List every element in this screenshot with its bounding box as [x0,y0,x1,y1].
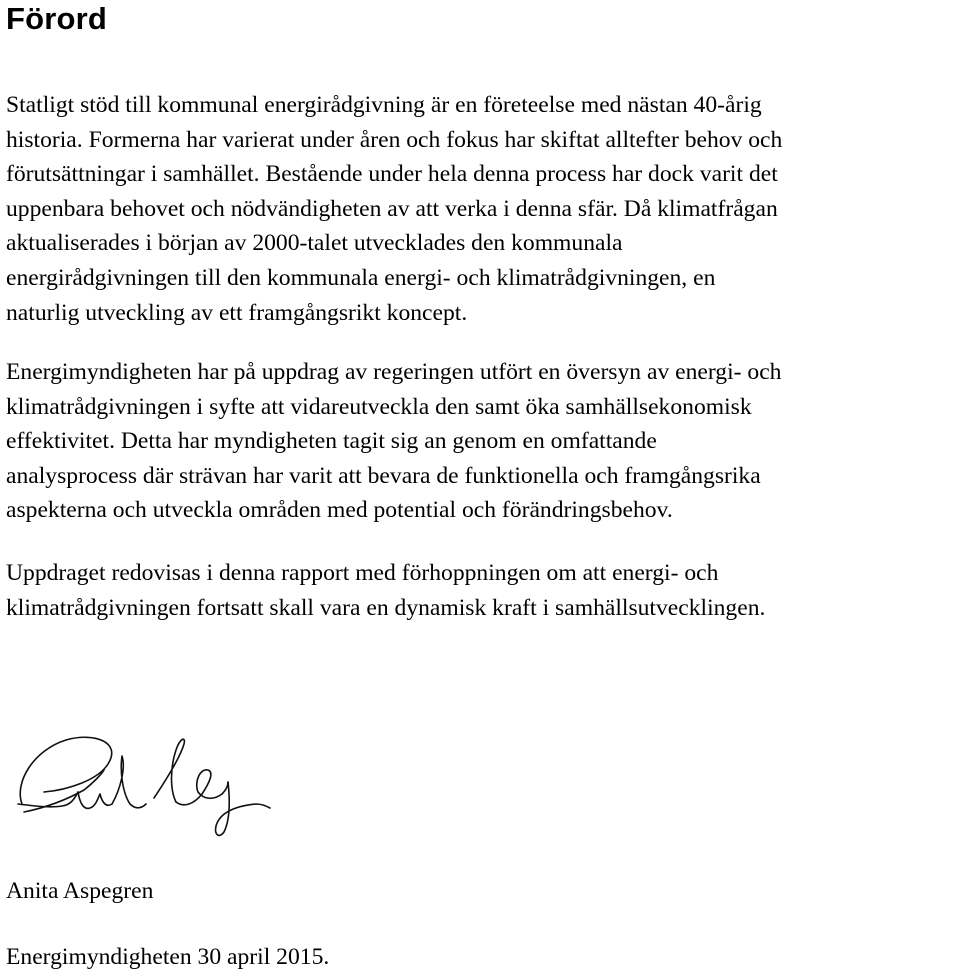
text-line: klimatrådgivningen i syfte att vidareutveckla den samt öka samhällsekonomisk [6,393,752,420]
text-line: aspekterna och utveckla områden med potential och förändringsbehov. [6,497,673,524]
text-line: förutsättningar i samhället. Bestående under hela denna process har dock varit det [6,161,778,188]
signer-name: Anita Aspegren [6,878,154,904]
text-line: Uppdraget redovisas i denna rapport med förhoppningen om att energi- och [6,560,719,586]
paragraph-intro [6,88,956,330]
text-line: naturlig utveckling av ett framgångsrikt koncept. [6,299,468,326]
text-line: aktualiserades i början av 2000-talet utvecklades den kommunala [6,230,623,257]
text-line: uppenbara behovet och nödvändigheten av att verka i denna sfär. Då klimatfrågan [6,195,778,222]
text-line: Energimyndigheten har på uppdrag av regeringen utfört en översyn av energi- och [6,359,782,385]
text-line: Statligt stöd till kommunal energirådgivning är en företeelse med nästan 40-årig [6,92,762,118]
text-line: klimatrådgivningen fortsatt skall vara en dynamisk kraft i samhällsutvecklingen. [6,594,766,621]
paragraph-review [6,355,956,528]
text-line: energirådgivningen till den kommunala energi- och klimatrådgivningen, en [6,264,716,291]
dateline: Energimyndigheten 30 april 2015. [6,944,330,970]
text-line: effektivitet. Detta har myndigheten tagit sig an genom en omfattande [6,428,657,455]
signature-icon [4,720,274,850]
page-title: Förord [6,1,108,36]
text-line: historia. Formerna har varierat under åren och fokus har skiftat alltefter behov och [6,126,783,153]
text-line: analysprocess där strävan har varit att bevara de funktionella och framgångsrika [6,462,761,489]
paragraph-conclusion [6,556,956,625]
